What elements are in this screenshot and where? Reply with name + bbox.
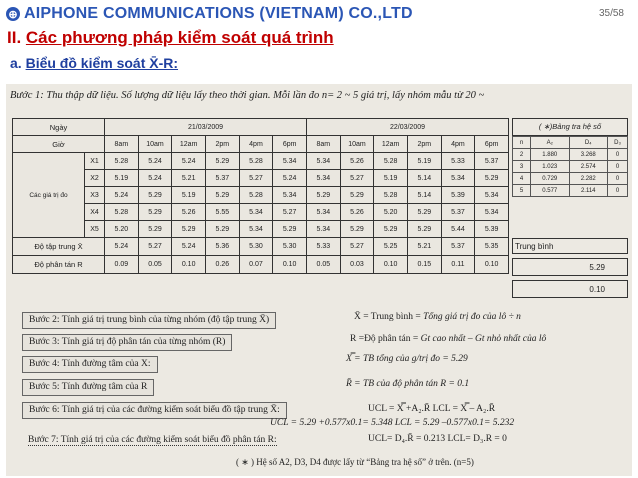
value-cell: 5.28 [105,153,139,170]
time-cell: 2pm [205,136,239,153]
note-range-formula: Gt cao nhất – Gt nhỏ nhất của lô [420,334,547,344]
range-cell: 0.09 [105,256,139,274]
value-cell: 5.29 [205,153,239,170]
value-cell: 5.29 [374,221,408,238]
average-range-value: 0.10 [512,280,628,298]
coef-cell: 2 [513,149,531,161]
value-cell: 5.29 [138,221,172,238]
mean-cell: 5.27 [340,238,374,256]
table-row [13,221,509,238]
note-mean-label: X̄ = Trung bình = [354,312,424,322]
mean-cell: 5.37 [441,238,475,256]
step-7-text: Bước 7: Tính giá trị của các đường kiểm soát biểu đồ phân tán R: [28,435,277,445]
range-cell: 0.07 [239,256,273,274]
value-cell: 5.29 [407,221,441,238]
coef-cell: 2.574 [569,161,608,173]
coefficient-row [513,173,628,185]
value-cell: 5.29 [340,187,374,204]
coef-cell: 2.114 [569,185,608,197]
table-row [13,204,509,221]
page-number: 35/58 [598,8,624,19]
coef-cell: 1.023 [531,161,570,173]
average-mean-value: 5.29 [512,258,628,276]
value-cell: 5.29 [475,170,509,187]
coef-cell: 0 [608,185,628,197]
value-cell: 5.37 [441,204,475,221]
coef-header: D₄ [569,137,608,149]
row-label: X3 [85,187,105,204]
date-row [13,119,509,136]
range-cell: 0.10 [273,256,307,274]
value-cell: 5.28 [374,187,408,204]
note-mean-formula: Tổng giá trị đo của lô ÷ n [423,312,521,322]
value-cell: 5.24 [138,170,172,187]
coef-cell: 3.268 [569,149,608,161]
range-cell: 0.26 [205,256,239,274]
coef-cell: 3 [513,161,531,173]
coefficient-row [513,185,628,197]
table-row [13,153,509,170]
range-cell: 0.05 [138,256,172,274]
aiphone-logo-icon: ⊕ [6,7,20,21]
date-1: 21/03/2009 [105,119,307,136]
value-cell: 5.28 [239,187,273,204]
step-2: Bước 2: Tính giá trị trung bình của từng nhóm (độ tập trung X̄) [22,312,276,329]
value-cell: 5.39 [441,187,475,204]
value-cell: 5.29 [273,221,307,238]
row-label: X1 [85,153,105,170]
mean-label: Độ tập trung X̄ [13,238,105,256]
coefficient-row [513,149,628,161]
value-cell: 5.26 [340,204,374,221]
date-2: 22/03/2009 [307,119,509,136]
note-grand-mean: X̿ = TB tổng của g/trị đo = 5.29 [346,354,468,364]
time-cell: 6pm [475,136,509,153]
value-cell: 5.29 [205,187,239,204]
value-cell: 5.24 [138,153,172,170]
step-3: Bước 3: Tính giá trị độ phân tán của từng nhóm (R) [22,334,232,351]
coef-cell: 2.282 [569,173,608,185]
step-4: Bước 4: Tính đường tâm của X: [22,356,158,373]
value-cell: 5.39 [475,221,509,238]
coefficient-table-title: ( ∗)Bảng tra hệ số [512,118,628,136]
value-cell: 5.27 [273,204,307,221]
time-cell: 10am [138,136,172,153]
average-label: Trung bình [512,238,628,254]
value-cell: 5.34 [307,221,341,238]
note-range-label: R =Độ phân tán = [350,334,421,344]
value-cell: 5.44 [441,221,475,238]
section-prefix: II. [7,28,26,47]
time-cell: 4pm [239,136,273,153]
value-cell: 5.34 [239,221,273,238]
table-row [13,187,509,204]
value-cell: 5.26 [340,153,374,170]
coef-cell: 0 [608,173,628,185]
value-cell: 5.29 [138,187,172,204]
step-5: Bước 5: Tính đường tâm của R [22,379,154,396]
mean-cell: 5.36 [205,238,239,256]
mean-cell: 5.30 [239,238,273,256]
range-cell: 0.11 [441,256,475,274]
range-cell: 0.10 [374,256,408,274]
note-mean [354,312,521,322]
coefficient-header-row [513,137,628,149]
date-label: Ngày [13,119,105,136]
value-cell: 5.19 [374,170,408,187]
coef-header: D₃ [608,137,628,149]
formula-xbar-limits: UCL = X̿ +A₂.R̄ LCL = X̿ – A₂.R̄ [368,404,496,414]
footnote: ( ∗ ) Hệ số A2, D3, D4 được lấy từ “Bảng tra hệ số” ở trên. (n=5) [236,457,474,467]
mean-cell: 5.27 [138,238,172,256]
step-1-text: Bước 1: Thu thập dữ liệu. Số lượng dữ liệu lấy theo thời gian. Mỗi lần đo n= 2 ~ 5 giá trị, lấy nhóm mẫu từ 20 ~ [10,90,485,101]
value-cell: 5.34 [475,204,509,221]
value-cell: 5.14 [407,170,441,187]
measured-values-label: Các giá trị đo [13,153,85,238]
value-cell: 5.29 [205,221,239,238]
value-cell: 5.34 [239,204,273,221]
value-cell: 5.34 [273,153,307,170]
range-cell: 0.10 [475,256,509,274]
value-cell: 5.37 [475,153,509,170]
time-cell: 6pm [273,136,307,153]
value-cell: 5.28 [239,153,273,170]
value-cell: 5.29 [172,221,206,238]
value-cell: 5.29 [138,204,172,221]
value-cell: 5.34 [307,170,341,187]
row-label: X5 [85,221,105,238]
value-cell: 5.14 [407,187,441,204]
table-row [13,170,509,187]
coef-cell: 1.880 [531,149,570,161]
coef-cell: 0.729 [531,173,570,185]
value-cell: 5.20 [374,204,408,221]
mean-cell: 5.24 [172,238,206,256]
value-cell: 5.37 [205,170,239,187]
section-title [7,28,334,48]
value-cell: 5.24 [172,153,206,170]
value-cell: 5.19 [172,187,206,204]
value-cell: 5.34 [273,187,307,204]
value-cell: 5.19 [407,153,441,170]
range-cell: 0.03 [340,256,374,274]
value-cell: 5.20 [105,221,139,238]
step-7 [22,433,283,448]
measurement-table [12,118,509,274]
value-cell: 5.28 [374,153,408,170]
value-cell: 5.55 [205,204,239,221]
formula-r-limits: UCL= D₄.R̄ = 0.213 LCL= D₃.R = 0 [368,434,507,444]
coefficient-table [512,118,628,197]
coefficient-row [513,161,628,173]
range-row [13,256,509,274]
coef-cell: 0 [608,149,628,161]
value-cell: 5.24 [105,187,139,204]
company-name: AIPHONE COMMUNICATIONS (VIETNAM) CO.,LTD [24,5,413,22]
value-cell: 5.34 [475,187,509,204]
time-cell: 8am [105,136,139,153]
coef-header: A₂ [531,137,570,149]
subsection-title [10,55,178,71]
step-6: Bước 6: Tính giá trị của các đường kiểm soát biểu đồ tập trung X̄: [22,402,287,419]
coef-cell: 4 [513,173,531,185]
range-cell: 0.10 [172,256,206,274]
subsection-prefix: a. [10,55,26,71]
value-cell: 5.34 [307,204,341,221]
note-range [350,334,546,344]
value-cell: 5.19 [105,170,139,187]
time-cell: 8am [307,136,341,153]
coef-cell: 0.577 [531,185,570,197]
range-label: Độ phân tán R [13,256,105,274]
value-cell: 5.27 [340,170,374,187]
time-cell: 2pm [407,136,441,153]
header [6,4,413,24]
section-title-text: Các phương pháp kiểm soát quá trình [25,28,334,47]
coefficient-grid [512,136,628,197]
row-label: X4 [85,204,105,221]
time-cell: 12am [374,136,408,153]
value-cell: 5.27 [239,170,273,187]
coef-header: n [513,137,531,149]
mean-cell: 5.24 [105,238,139,256]
mean-cell: 5.30 [273,238,307,256]
time-cell: 4pm [441,136,475,153]
mean-row [13,238,509,256]
subsection-title-text: Biểu đồ kiểm soát X̄-R: [25,55,179,71]
range-cell: 0.15 [407,256,441,274]
formula-xbar-values: UCL = 5.29 +0.577x0.1= 5.348 LCL = 5.29 –0.577x0.1= 5.232 [270,418,515,428]
time-label: Giờ [13,136,105,153]
value-cell: 5.33 [441,153,475,170]
time-cell: 10am [340,136,374,153]
time-cell: 12am [172,136,206,153]
coef-cell: 5 [513,185,531,197]
coef-cell: 0 [608,161,628,173]
mean-cell: 5.33 [307,238,341,256]
value-cell: 5.24 [273,170,307,187]
value-cell: 5.21 [172,170,206,187]
value-cell: 5.29 [340,221,374,238]
mean-cell: 5.35 [475,238,509,256]
row-label: X2 [85,170,105,187]
mean-cell: 5.25 [374,238,408,256]
value-cell: 5.34 [307,153,341,170]
value-cell: 5.26 [172,204,206,221]
note-mean-range: R̄ = TB của độ phân tán R = 0.1 [346,379,470,389]
time-row [13,136,509,153]
mean-cell: 5.21 [407,238,441,256]
range-cell: 0.05 [307,256,341,274]
value-cell: 5.28 [105,204,139,221]
scanned-document [6,84,632,476]
value-cell: 5.34 [441,170,475,187]
value-cell: 5.29 [307,187,341,204]
value-cell: 5.29 [407,204,441,221]
